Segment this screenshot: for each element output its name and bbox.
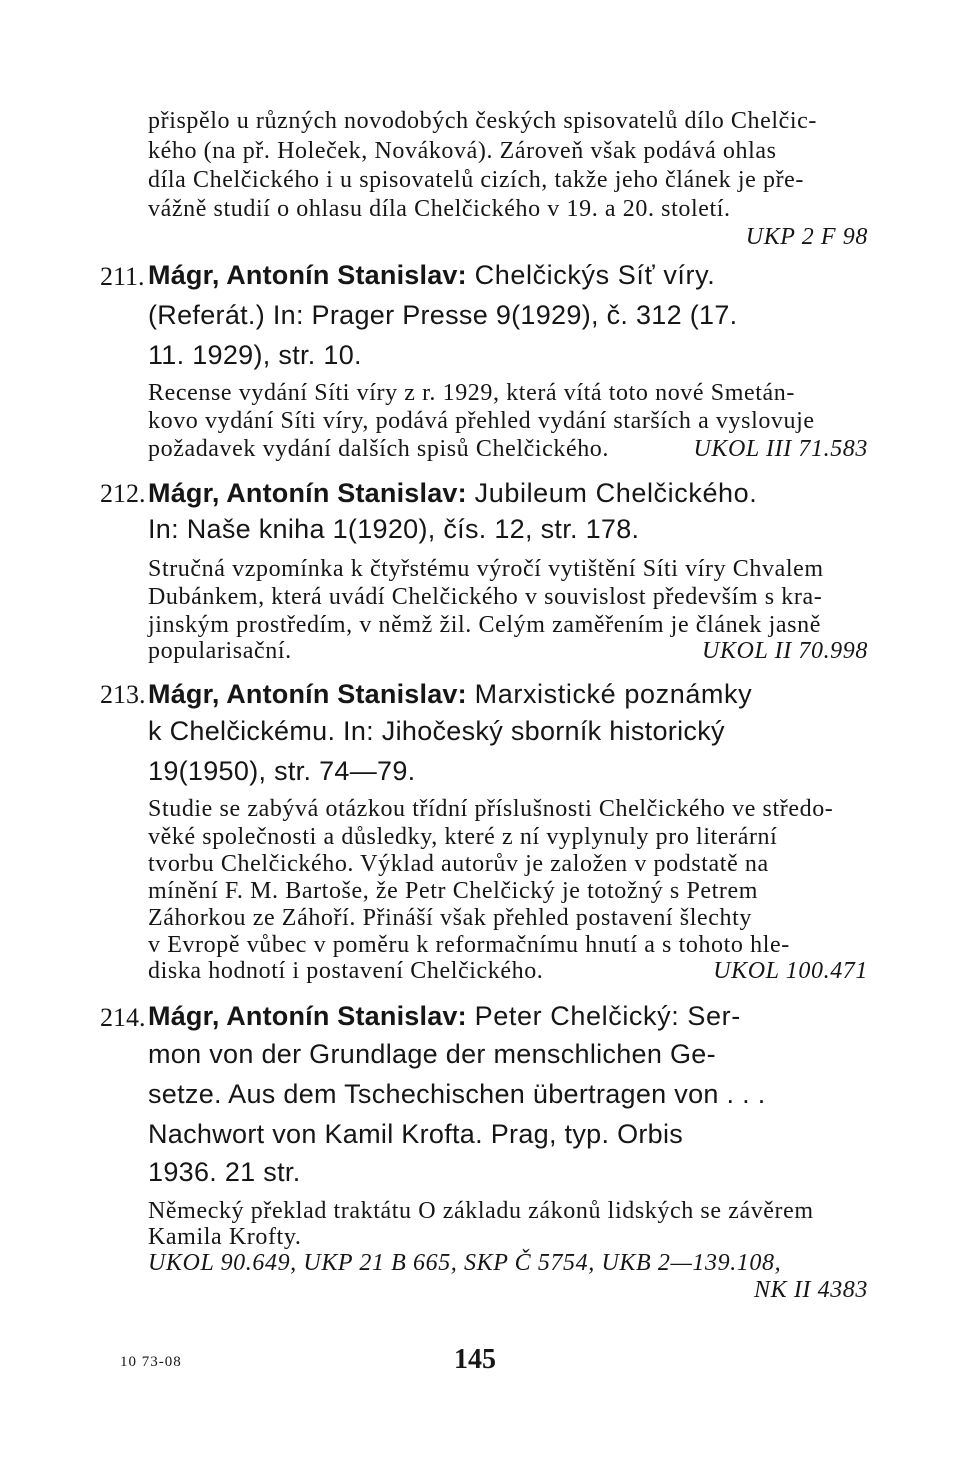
entry-title: k Chelčickému. In: Jihočeský sborník historický xyxy=(148,716,725,746)
intro-ref: UKP 2 F 98 xyxy=(745,224,868,250)
entry-annotation: diska hodnotí i postavení Chelčického. xyxy=(148,958,544,984)
entry-annotation: Německý překlad traktátu O základu zákonů lidských se závěrem xyxy=(148,1198,814,1224)
entry-annotation: Recense vydání Síti víry z r. 1929, která vítá toto nové Smetán- xyxy=(148,380,795,406)
entry-annotation-last xyxy=(148,958,868,985)
entry-annotation: mínění F. M. Bartoše, že Petr Chelčický je totožný s Petrem xyxy=(148,878,759,904)
entry-title: Marxistické poznámky xyxy=(474,679,753,709)
entry-annotation: požadavek vydání dalších spisů Chelčického. xyxy=(148,436,610,462)
intro-line: přispělo u různých novodobých českých spisovatelů dílo Chelčic- xyxy=(148,108,817,134)
entry-title: setze. Aus dem Tschechischen übertragen von . . . xyxy=(148,1079,766,1109)
entry-annotation: popularisační. xyxy=(148,638,292,664)
entry-number: 212. xyxy=(100,479,146,508)
entry-ref: UKOL 90.649, UKP 21 B 665, SKP Č 5754, UKB 2—139.108, xyxy=(148,1250,782,1276)
entry-number: 213. xyxy=(100,680,146,709)
entry-title-line xyxy=(148,476,868,510)
entry-ref: UKOL II 70.998 xyxy=(702,638,868,664)
entry-number: 211. xyxy=(100,262,145,291)
intro-line: vážně studií o ohlasu díla Chelčického v 19. a 20. století. xyxy=(148,196,731,222)
entry-annotation: kovo vydání Síti víry, podává přehled vydání starších a vyslovuje xyxy=(148,408,815,434)
entry-title: In: Naše kniha 1(1920), čís. 12, str. 178. xyxy=(148,514,640,544)
entry-author: Mágr, Antonín Stanislav: xyxy=(148,679,467,709)
entry-ref: UKOL 100.471 xyxy=(713,958,868,984)
entry-annotation: Kamila Krofty. xyxy=(148,1224,302,1250)
entry-title: 1936. 21 str. xyxy=(148,1157,301,1187)
entry-ref: NK II 4383 xyxy=(754,1277,868,1303)
entry-number: 214. xyxy=(100,1003,146,1032)
entry-author: Mágr, Antonín Stanislav: xyxy=(148,260,467,290)
entry-title-line xyxy=(148,677,868,711)
intro-line: kého (na př. Holeček, Nováková). Zároveň však podává ohlas xyxy=(148,138,777,164)
entry-title-line xyxy=(148,999,868,1033)
page-number: 145 xyxy=(454,1344,496,1375)
entry-author: Mágr, Antonín Stanislav: xyxy=(148,1001,467,1031)
entry-title: 11. 1929), str. 10. xyxy=(148,340,362,370)
entry-title: Chelčickýs Síť víry. xyxy=(474,260,716,290)
entry-annotation: věké společnosti a důsledky, které z ní vyplynuly pro literární xyxy=(148,824,778,850)
entry-author: Mágr, Antonín Stanislav: xyxy=(148,478,467,508)
entry-annotation: jinským prostředím, v němž žil. Celým zaměřením je článek jasně xyxy=(148,612,821,638)
entry-title: (Referát.) In: Prager Presse 9(1929), č. 312 (17. xyxy=(148,300,738,330)
entry-title: 19(1950), str. 74—79. xyxy=(148,756,416,786)
entry-title: mon von der Grundlage der menschlichen Ge- xyxy=(148,1039,716,1069)
entry-annotation: tvorbu Chelčického. Výklad autorův je založen v podstatě na xyxy=(148,851,769,877)
entry-title: Peter Chelčický: Ser- xyxy=(474,1001,741,1031)
print-signature: 10 73-08 xyxy=(120,1354,182,1370)
entry-annotation: Studie se zabývá otázkou třídní příslušnosti Chelčického ve středo- xyxy=(148,796,834,822)
intro-line: díla Chelčického i u spisovatelů cizích, takže jeho článek je pře- xyxy=(148,167,805,193)
entry-annotation: Dubánkem, která uvádí Chelčického v souvislost především s kra- xyxy=(148,584,823,610)
entry-annotation-last xyxy=(148,638,868,665)
entry-ref: UKOL III 71.583 xyxy=(693,436,868,462)
entry-annotation: v Evropě vůbec v poměru k reformačnímu hnutí a s tohoto hle- xyxy=(148,932,790,958)
entry-annotation-last xyxy=(148,436,868,463)
entry-annotation: Záhorkou ze Záhoří. Přináší však přehled postavení šlechty xyxy=(148,905,752,931)
entry-annotation: Stručná vzpomínka k čtyřstému výročí vytištění Síti víry Chvalem xyxy=(148,556,824,582)
entry-title: Jubileum Chelčického. xyxy=(474,478,758,508)
entry-title: Nachwort von Kamil Krofta. Prag, typ. Orbis xyxy=(148,1119,684,1149)
entry-title-line xyxy=(148,258,868,292)
